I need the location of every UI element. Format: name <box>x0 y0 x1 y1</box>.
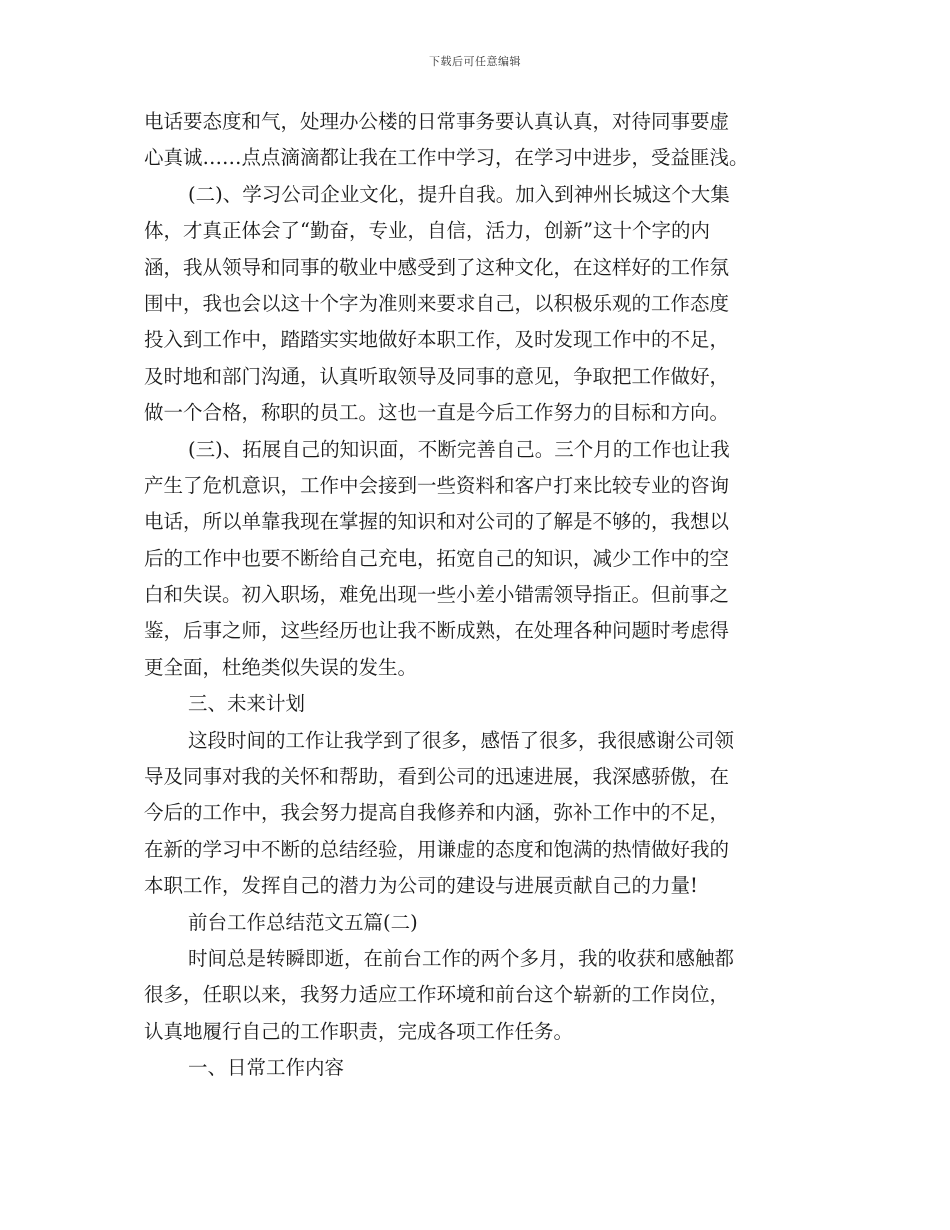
page-header: 下载后可任意编辑 <box>429 55 521 68</box>
document-body <box>144 104 794 1087</box>
section-heading: (二)、学习公司企业文化，提升自我。加入到神州长城这个大集 <box>188 182 730 206</box>
text-line: 鉴，后事之师，这些经历也让我不断成熟，在处理各种问题时考虑得 <box>144 619 730 643</box>
section-heading: 三、未来计划 <box>188 692 306 716</box>
text-line: 认真地履行自己的工作职责，完成各项工作任务。 <box>144 1019 574 1043</box>
section-heading: (三)、拓展自己的知识面，不断完善自己。三个月的工作也让我 <box>188 437 730 461</box>
text-line: 涵，我从领导和同事的敬业中感受到了这种文化，在这样好的工作氛 <box>144 255 730 279</box>
text-line: 后的工作中也要不断给自己充电，拓宽自己的知识，减少工作中的空 <box>144 546 730 570</box>
text-line: 在新的学习中不断的总结经验，用谦虚的态度和饱满的热情做好我的 <box>144 837 730 861</box>
text-line: 围中，我也会以这十个字为准则来要求自己，以积极乐观的工作态度 <box>144 291 730 315</box>
section-heading: 一、日常工作内容 <box>188 1056 345 1080</box>
text-line: 更全面，杜绝类似失误的发生。 <box>144 655 418 679</box>
text-line: 做一个合格，称职的员工。这也一直是今后工作努力的目标和方向。 <box>144 401 730 425</box>
text-line: 导及同事对我的关怀和帮助，看到公司的迅速进展，我深感骄傲，在 <box>144 765 730 789</box>
text-line: 体，才真正体会了“勤奋，专业，自信，活力，创新”这十个字的内 <box>144 219 710 243</box>
text-line: 电话要态度和气，处理办公楼的日常事务要认真认真，对待同事要虚 <box>144 110 730 133</box>
text-line: 心真诚……点点滴滴都让我在工作中学习，在学习中进步，受益匪浅。 <box>144 146 749 170</box>
text-line: 投入到工作中，踏踏实实地做好本职工作，及时发现工作中的不足， <box>144 328 730 352</box>
text-line: 白和失误。初入职场，难免出现一些小差小错需领导指正。但前事之 <box>144 583 730 607</box>
article-title: 前台工作总结范文五篇(二) <box>188 910 418 934</box>
text-line: 产生了危机意识，工作中会接到一些资料和客户打来比较专业的咨询 <box>144 473 730 497</box>
text-line: 及时地和部门沟通，认真听取领导及同事的意见，争取把工作做好， <box>144 364 730 388</box>
text-line: 本职工作，发挥自己的潜力为公司的建设与进展贡献自己的力量! <box>144 874 698 898</box>
text-line: 电话，所以单靠我现在掌握的知识和对公司的了解是不够的，我想以 <box>144 510 730 534</box>
paragraph-start: 时间总是转瞬即逝，在前台工作的两个多月，我的收获和感触都 <box>188 946 735 970</box>
paragraph-start: 这段时间的工作让我学到了很多，感悟了很多，我很感谢公司领 <box>188 728 735 752</box>
text-line: 很多，任职以来，我努力适应工作环境和前台这个崭新的工作岗位， <box>144 983 730 1007</box>
text-line: 今后的工作中，我会努力提高自我修养和内涵，弥补工作中的不足， <box>144 801 730 825</box>
